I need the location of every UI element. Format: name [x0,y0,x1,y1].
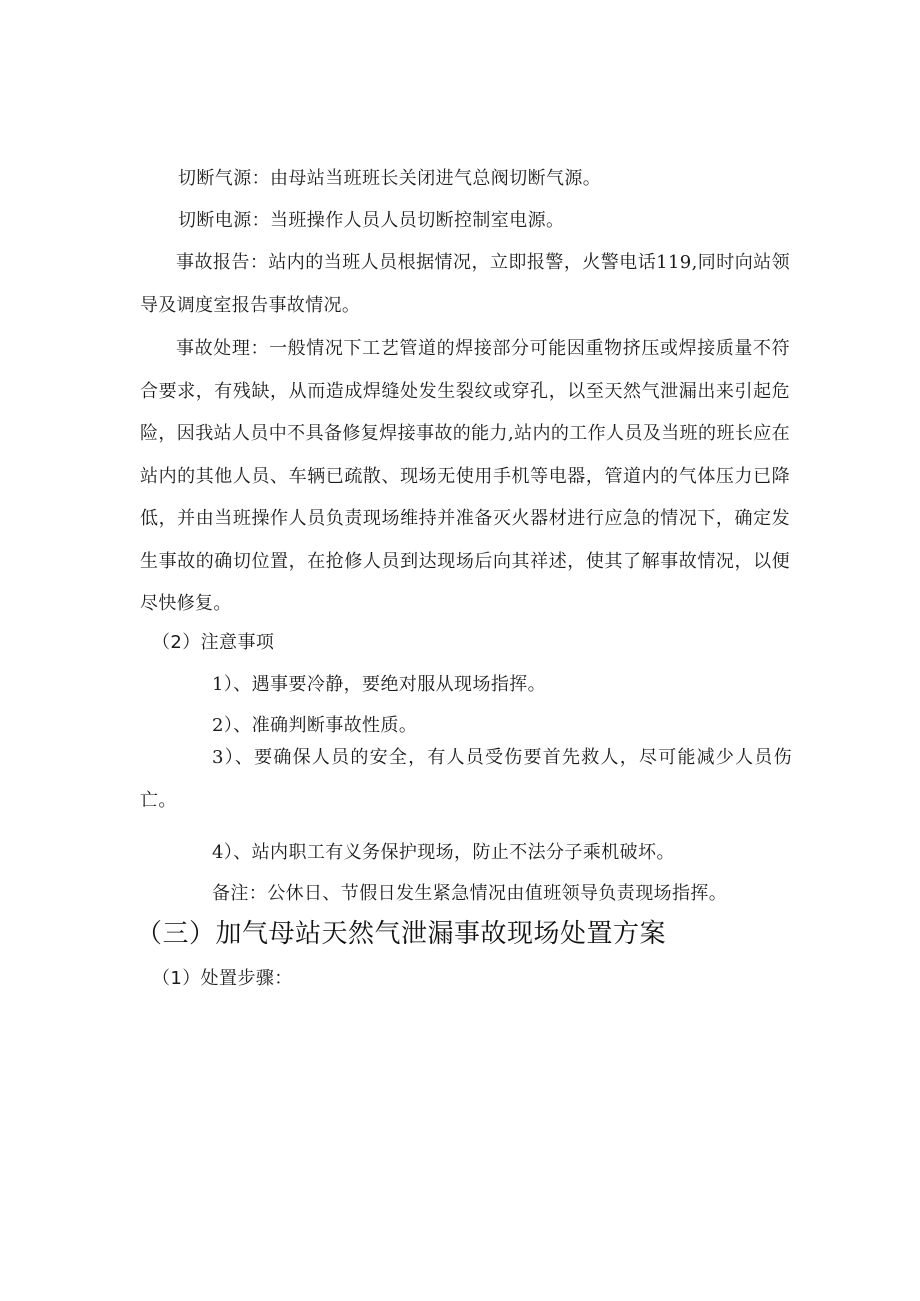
note-item-1: 1）、遇事要冷静，要绝对服从现场指挥。 [212,674,547,695]
note-item-2: 2）、准确判断事故性质。 [212,715,418,736]
note-item-3: 3）、要确保人员的安全，有人员受伤要首先救人，尽可能减少人员伤亡。 [140,747,792,811]
paragraph-accident-report: 事故报告：站内的当班人员根据情况，立即报警，火警电话119,同时向站领导及调度室报告事故情况。 [140,252,790,316]
section-3-heading: （三）加气母站天然气泄漏事故现场处置方案 [136,919,667,949]
section-3-step-title: （1）处置步骤： [152,968,293,989]
paragraph-accident-handling: 事故处理：一般情况下工艺管道的焊接部分可能因重物挤压或焊接质量不符合要求，有残缺，从而造成焊缝处发生裂纹或穿孔，以至天然气泄漏出来引起危险，因我站人员中不具备修复焊接事故的能力,站内的工作人员及当班的班长应在站内的其他人员、车辆已疏散、现场无使用手机等电器，管道内的气体压力已降低，并由当班操作人员负责现场维持并准备灭火器材进行应急的情况下，确定发生事故的确切位置，在抢修人员到达现场后向其祥述，使其了解事故情况，以便尽快修复。 [140,338,790,614]
note-item-4: 4）、站内职工有义务保护现场，防止不法分子乘机破坏。 [212,842,675,863]
remark-note: 备注：公休日、节假日发生紧急情况由值班领导负责现场指挥。 [212,883,728,904]
paragraph-cut-gas-source: 切断气源：由母站当班班长关闭进气总阀切断气源。 [178,168,602,189]
notes-section-title: （2）注意事项 [152,632,275,653]
paragraph-cut-power-source: 切断电源：当班操作人员人员切断控制室电源。 [178,210,565,231]
